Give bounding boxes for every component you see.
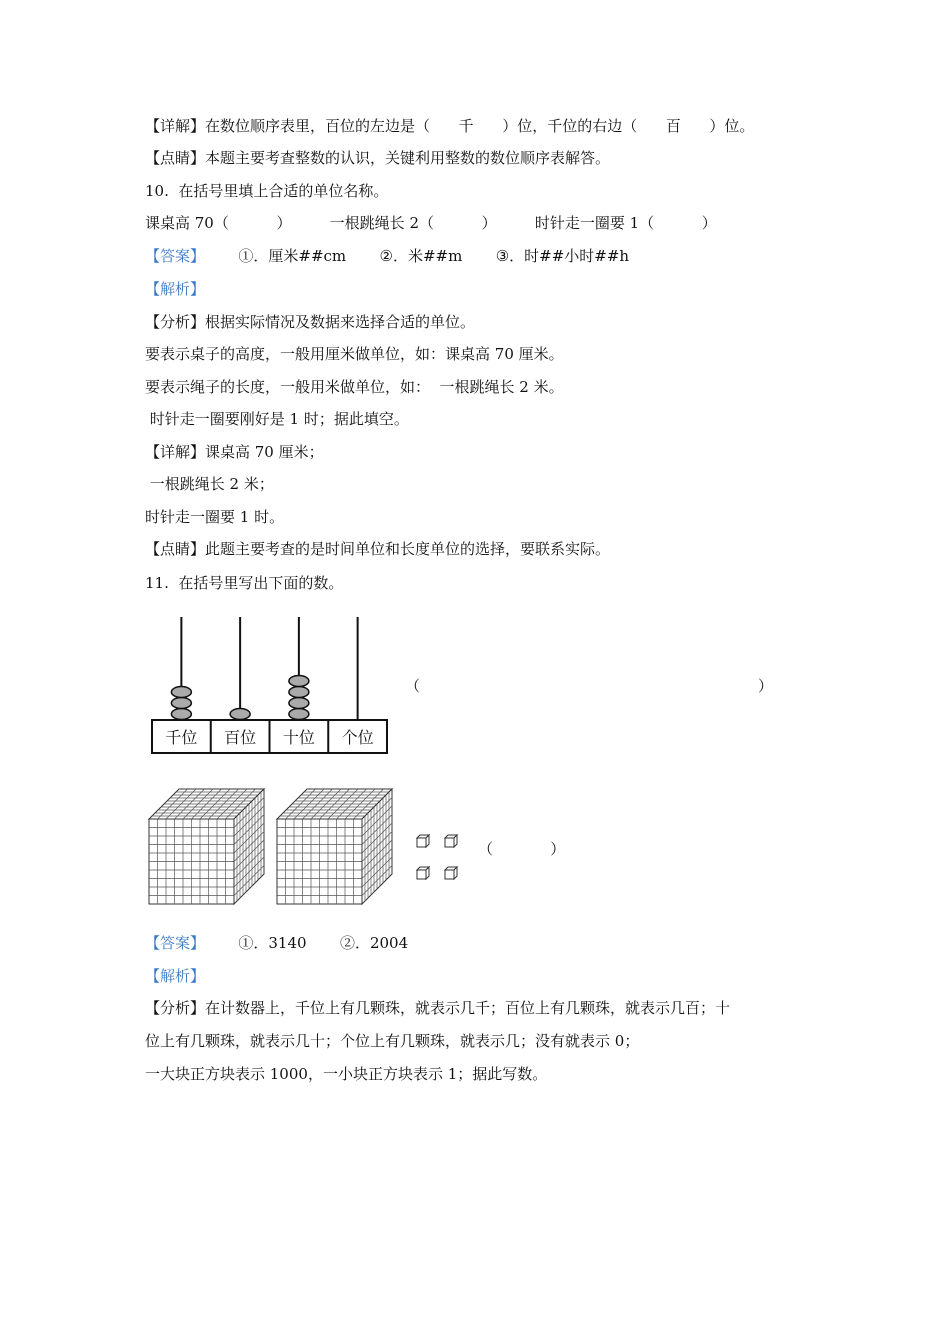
analysis-tag: 【解析】 bbox=[145, 280, 206, 298]
explain-line: 【详解】课桌高 70 厘米； bbox=[145, 443, 324, 461]
thousand-block bbox=[277, 789, 392, 904]
analysis-tag: 【解析】 bbox=[145, 967, 206, 985]
explain-line: 时针走一圈要 1 时。 bbox=[145, 508, 285, 526]
analysis-line: 一大块正方块表示 1000，一小块正方块表示 1；据此写数。 bbox=[145, 1065, 548, 1083]
question-10-items: 课桌高 70（ ） 一根跳绳长 2（ ） 时针走一圈要 1（ ） bbox=[145, 214, 717, 232]
answer-text: ①．3140 ②．2004 bbox=[205, 934, 409, 952]
abacus-bead bbox=[171, 698, 191, 709]
answer-paren: （ ） bbox=[478, 840, 566, 858]
abacus-bead bbox=[289, 698, 309, 709]
analysis-line: 【分析】根据实际情况及数据来选择合适的单位。 bbox=[145, 313, 476, 331]
note-line: 【点睛】本题主要考查整数的认识，关键利用整数的数位顺序表解答。 bbox=[145, 149, 611, 167]
abacus-rods bbox=[181, 617, 357, 720]
thousand-block bbox=[149, 789, 264, 904]
explain-line: 【详解】在数位顺序表里，百位的左边是（ 千 ）位，千位的右边（ 百 ）位。 bbox=[145, 117, 755, 135]
unit-cube bbox=[417, 867, 429, 879]
answer-text: ①．厘米##cm ②．米##m ③．时##小时##h bbox=[205, 247, 630, 265]
answer-tag: 【答案】 bbox=[145, 247, 206, 265]
analysis-line: 要表示绳子的长度，一般用米做单位，如： 一根跳绳长 2 米。 bbox=[145, 378, 564, 396]
abacus-figure bbox=[145, 612, 395, 757]
unit-cube bbox=[445, 867, 457, 879]
analysis-line: 要表示桌子的高度，一般用厘米做单位，如：课桌高 70 厘米。 bbox=[145, 345, 564, 363]
answer-11 bbox=[145, 933, 408, 953]
place-label: 百位 bbox=[224, 728, 257, 747]
place-label: 十位 bbox=[282, 728, 315, 747]
abacus-bead bbox=[171, 687, 191, 698]
abacus-bead bbox=[171, 709, 191, 720]
analysis-line: 【分析】在计数器上，千位上有几颗珠，就表示几千；百位上有几颗珠，就表示几百；十 bbox=[145, 999, 731, 1017]
place-label: 个位 bbox=[341, 728, 374, 747]
answer-10 bbox=[145, 246, 629, 266]
analysis-line: 位上有几颗珠，就表示几十；个位上有几颗珠，就表示几；没有就表示 0； bbox=[145, 1032, 640, 1050]
abacus-bead bbox=[289, 709, 309, 720]
question-10: 10. 在括号里填上合适的单位名称。 bbox=[145, 182, 389, 200]
unit-cube bbox=[417, 835, 429, 847]
abacus-bead bbox=[289, 676, 309, 687]
unit-cube bbox=[445, 835, 457, 847]
cube-blocks-figure bbox=[145, 785, 475, 915]
note-line: 【点睛】此题主要考查的是时间单位和长度单位的选择，要联系实际。 bbox=[145, 540, 611, 558]
place-label: 千位 bbox=[165, 728, 198, 747]
abacus-bead bbox=[289, 687, 309, 698]
question-11: 11. 在括号里写出下面的数。 bbox=[145, 574, 344, 592]
analysis-line: 时针走一圈要刚好是 1 时；据此填空。 bbox=[145, 410, 409, 428]
answer-tag: 【答案】 bbox=[145, 934, 206, 952]
answer-paren-close: ） bbox=[758, 677, 774, 695]
answer-paren-open: （ bbox=[405, 677, 421, 695]
abacus-bead bbox=[230, 709, 250, 720]
explain-line: 一根跳绳长 2 米； bbox=[145, 475, 274, 493]
